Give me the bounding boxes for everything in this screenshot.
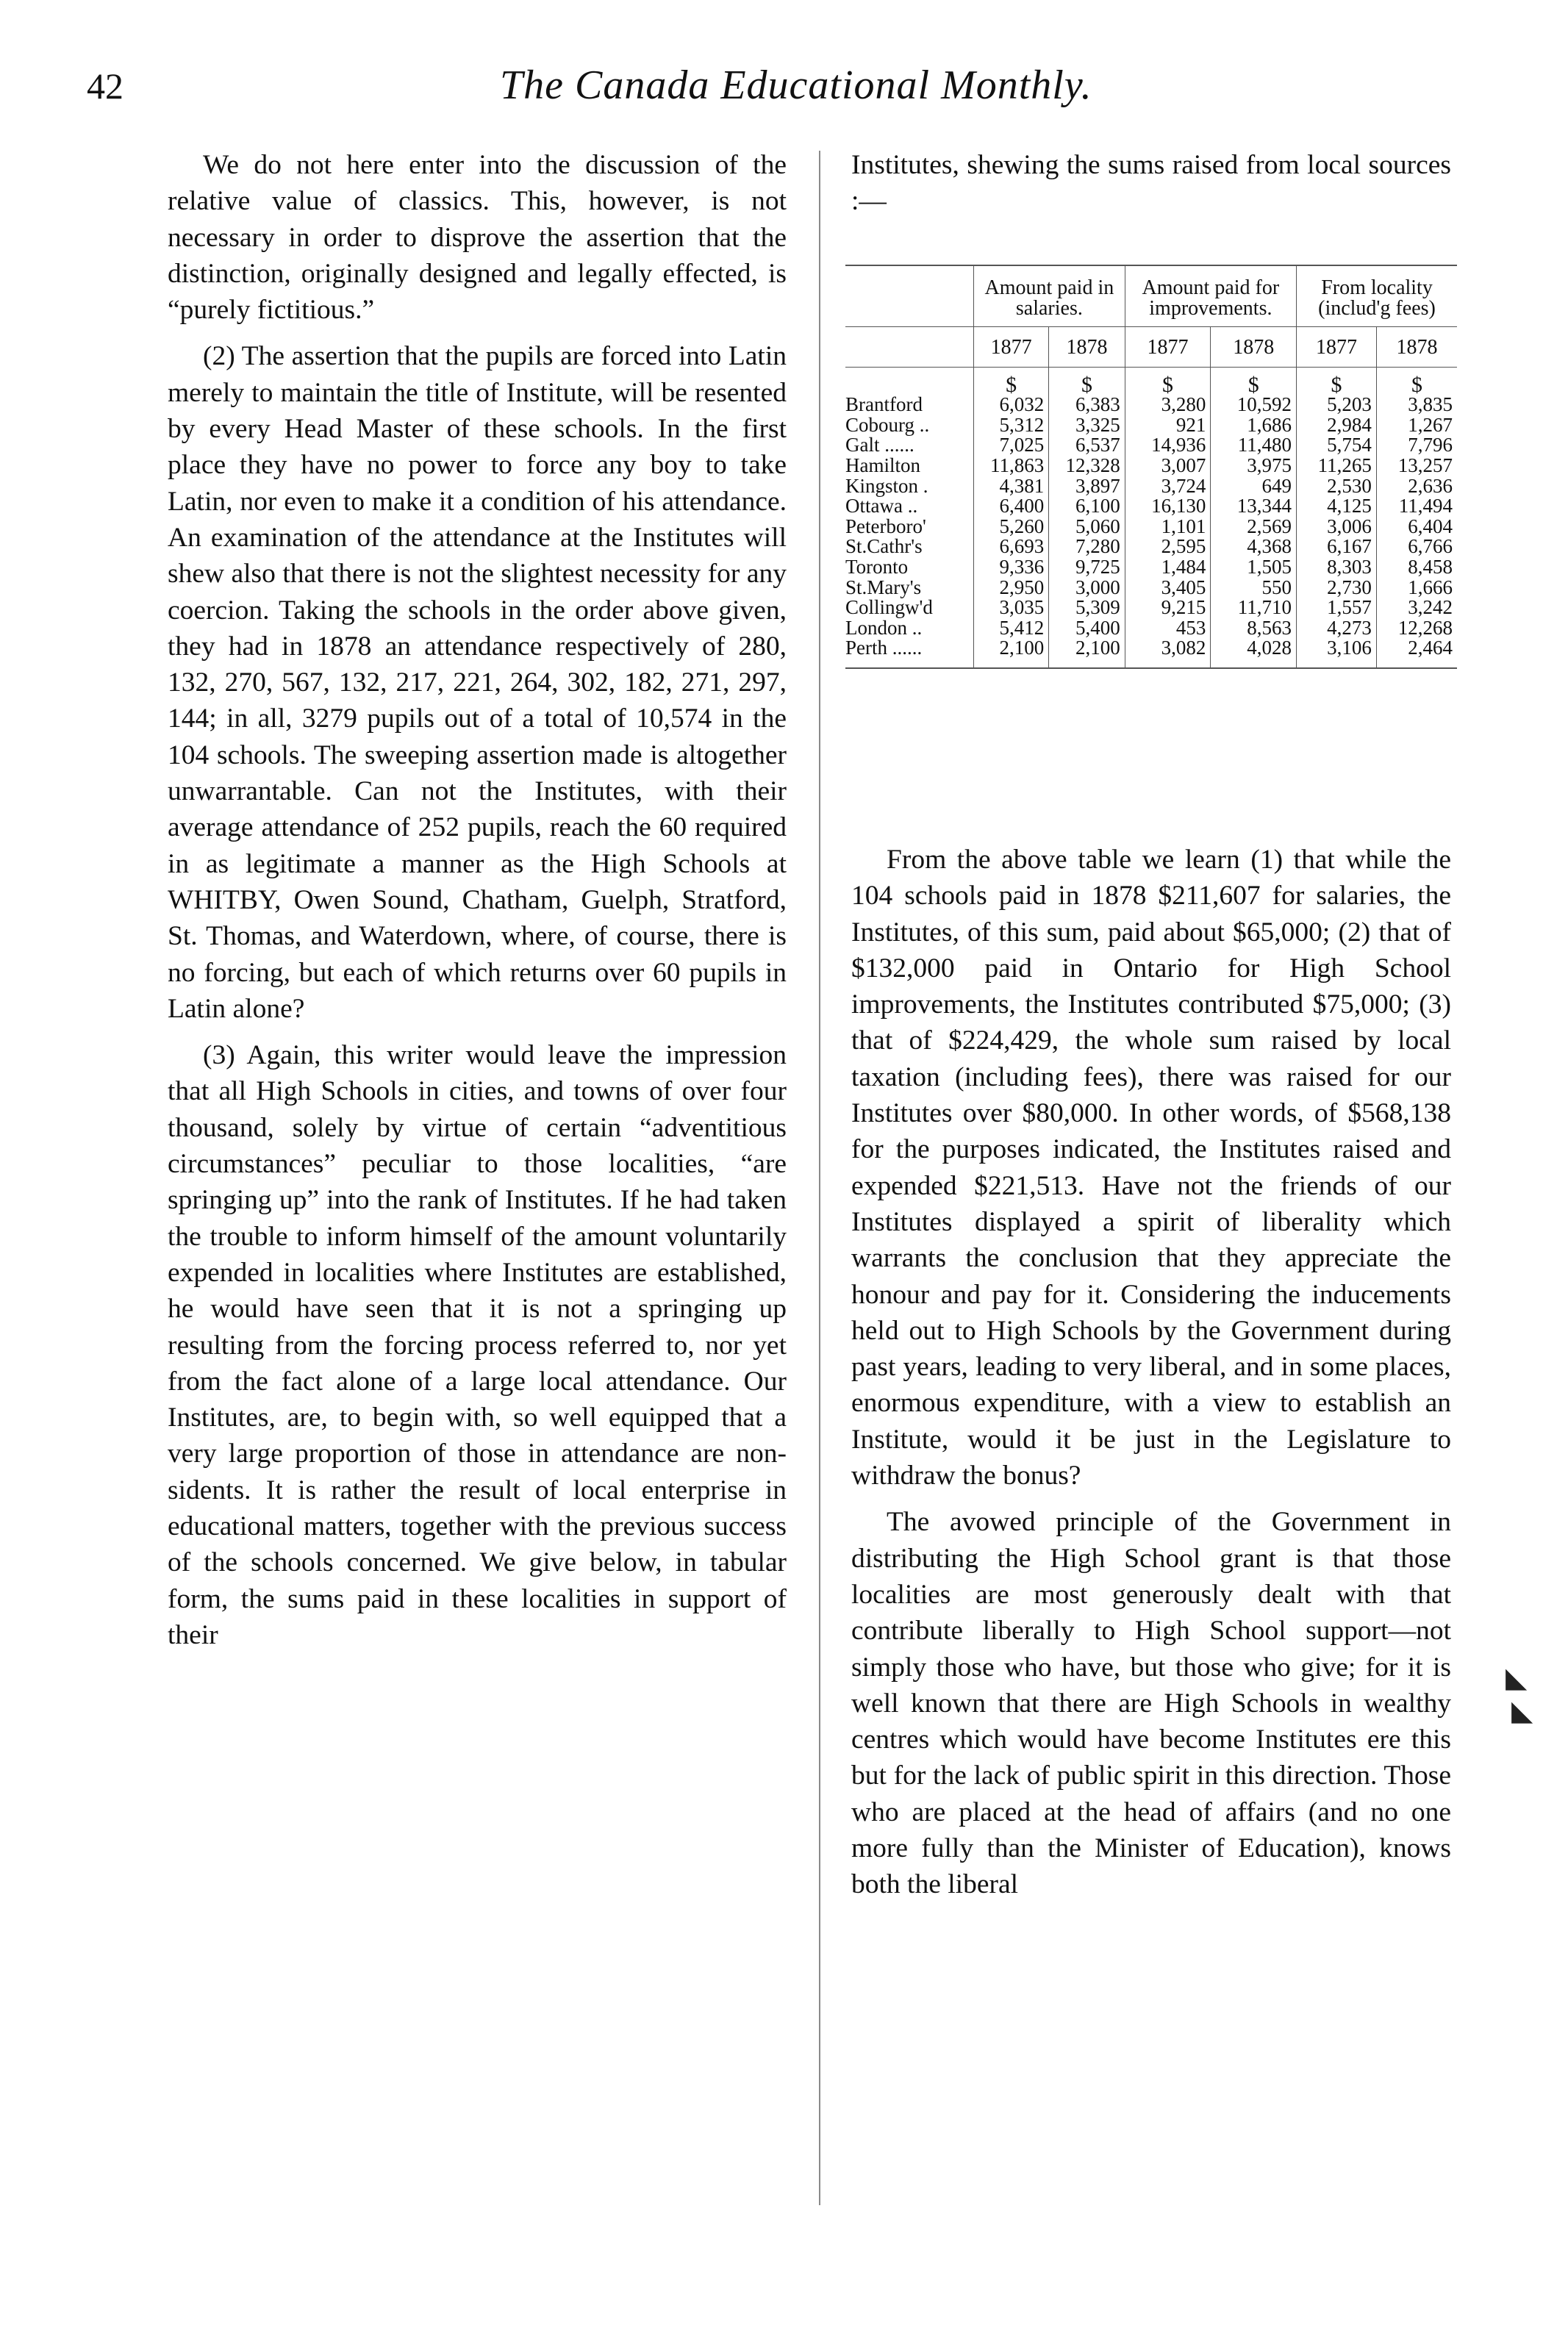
value-cell: 3,405 <box>1125 578 1211 598</box>
value-cell: 3,035 <box>974 598 1049 618</box>
value-cell: 6,404 <box>1376 517 1457 537</box>
value-cell: 7,796 <box>1376 435 1457 456</box>
value-cell: 12,268 <box>1376 618 1457 639</box>
value-cell: 11,480 <box>1211 435 1297 456</box>
currency-row <box>845 367 1457 395</box>
table-row <box>845 578 1457 598</box>
value-cell: 1,267 <box>1376 415 1457 436</box>
value-cell: 550 <box>1211 578 1297 598</box>
table-row <box>845 638 1457 668</box>
value-cell: 6,537 <box>1049 435 1125 456</box>
value-cell: 7,025 <box>974 435 1049 456</box>
currency-symbol: $ <box>1211 367 1297 395</box>
value-cell: 6,766 <box>1376 537 1457 557</box>
value-cell: 5,203 <box>1297 395 1377 415</box>
table-row <box>845 537 1457 557</box>
town-cell: Hamilton <box>845 454 920 476</box>
value-cell: 8,303 <box>1297 557 1377 578</box>
town-cell: Kingston . <box>845 474 928 497</box>
currency-symbol: $ <box>1125 367 1211 395</box>
table-corner <box>845 327 974 368</box>
table-group-header-row <box>845 265 1457 327</box>
table-row <box>845 476 1457 497</box>
town-cell: St.Cathr's <box>845 535 923 558</box>
sums-table <box>845 265 1457 669</box>
right-column-intro <box>851 147 1451 220</box>
paragraph: (2) The assertion that the pupils are forced into Latin merely to maintain the title of Institute, will be resented by every Head Master of these schools. In the first place they have no power to force any boy to take Latin, nor even to make it a condition of his attendance. An examination of the attendance at the Institutes will shew also that there is not the slightest necessity for any coercion. Taking the schools in the order above given, they had in 1878 an attendance respectively of 280, 132, 270, 567, 132, 217, 221, 264, 302, 182, 271, 297, 144; in all, 3279 pupils out of a total of 10,574 in the 104 schools. The sweeping assertion made is altogether unwarrantable. Can not the Institutes, with their average attendance of 252 pupils, reach the 60 required in as legitimate a manner as the High Schools at WHITBY, Owen Sound, Chatham, Guelph, Stratford, St. Thomas, and Waterdown, where, of course, there is no forcing, but each of which returns over 60 pupils in Latin alone? <box>168 341 787 1024</box>
value-cell: 3,007 <box>1125 456 1211 476</box>
value-cell: 453 <box>1125 618 1211 639</box>
value-cell: 6,383 <box>1049 395 1125 415</box>
town-cell: Cobourg .. <box>845 413 930 436</box>
town-cell: Galt ...... <box>845 434 914 456</box>
table-corner <box>845 367 974 395</box>
paragraph: The avowed principle of the Government in distributing the High School grant is that those localities are most generously dealt with that contribute liberally to High School support—not simply those who have, but those who give; for it is well known that there are High Schools in wealthy centres which would have become Institutes ere this but for the lack of public spirit in this direction. Those who are placed at the head of affairs (and no one more fully than the Minister of Education), knows both the liberal <box>851 1507 1451 1900</box>
town-cell: London .. <box>845 616 923 639</box>
value-cell: 3,897 <box>1049 476 1125 497</box>
value-cell: 3,106 <box>1297 638 1377 668</box>
town-cell: Ottawa .. <box>845 495 918 517</box>
value-cell: 8,563 <box>1211 618 1297 639</box>
margin-mark: ◣ <box>1506 1663 1528 1694</box>
value-cell: 5,754 <box>1297 435 1377 456</box>
value-cell: 3,242 <box>1376 598 1457 618</box>
column-group-header: Amount paid in salaries. <box>974 265 1125 327</box>
value-cell: 12,328 <box>1049 456 1125 476</box>
running-title: The Canada Educational Monthly. <box>500 62 1092 108</box>
value-cell: 3,000 <box>1049 578 1125 598</box>
value-cell: 5,060 <box>1049 517 1125 537</box>
year-header: 1877 <box>974 327 1049 368</box>
value-cell: 9,336 <box>974 557 1049 578</box>
table-row <box>845 557 1457 578</box>
value-cell: 4,381 <box>974 476 1049 497</box>
value-cell: 3,724 <box>1125 476 1211 497</box>
value-cell: 10,592 <box>1211 395 1297 415</box>
column-group-header: From locality (includ'g fees) <box>1297 265 1457 327</box>
value-cell: 11,710 <box>1211 598 1297 618</box>
value-cell: 2,950 <box>974 578 1049 598</box>
value-cell: 5,309 <box>1049 598 1125 618</box>
table-row <box>845 415 1457 436</box>
value-cell: 2,100 <box>1049 638 1125 668</box>
paragraph: From the above table we learn (1) that while the 104 schools paid in 1878 $211,607 for salaries, the Institutes, of this sum, paid about $65,000; (2) that of $132,000 paid in Ontario for High School improvements, the Institutes contributed $75,000; (3) that of $224,429, the whole sum raised by local taxation (including fees), there was raised for our Institutes over $80,000. In other words, of $568,138 for the purposes indicated, the Institutes raised and expended $221,513. Have not the friends of our Institutes displayed a spirit of liberality which warrants the conclusion that they appreciate the honour and pay for it. Considering the inducements held out to High Schools by the Government during past years, leading to very liberal, and in some places, enormous expenditure, with a view to establish an Institute, would it be just in the Legislature to withdraw the bonus? <box>851 845 1451 1491</box>
sums-table-wrap <box>845 265 1457 669</box>
value-cell: 6,167 <box>1297 537 1377 557</box>
table-row <box>845 456 1457 476</box>
value-cell: 16,130 <box>1125 496 1211 517</box>
table-row <box>845 517 1457 537</box>
value-cell: 14,936 <box>1125 435 1211 456</box>
paragraph: We do not here enter into the discussion of the relative value of classics. This, however, is not necessary in order to disprove the assertion that the distinction, originally designed and legally effected, is “purely fictitious.” <box>168 150 787 326</box>
table-row <box>845 598 1457 618</box>
column-group-header: Amount paid for improvements. <box>1125 265 1296 327</box>
margin-mark: ◣ <box>1511 1696 1533 1727</box>
value-cell: 11,863 <box>974 456 1049 476</box>
page-number: 42 <box>87 65 123 107</box>
value-cell: 2,569 <box>1211 517 1297 537</box>
table-corner <box>845 265 974 327</box>
value-cell: 4,125 <box>1297 496 1377 517</box>
value-cell: 1,484 <box>1125 557 1211 578</box>
town-cell: Peterboro' <box>845 515 926 537</box>
table-row <box>845 395 1457 415</box>
value-cell: 9,725 <box>1049 557 1125 578</box>
value-cell: 4,368 <box>1211 537 1297 557</box>
value-cell: 13,257 <box>1376 456 1457 476</box>
table-row <box>845 435 1457 456</box>
table-row <box>845 496 1457 517</box>
year-header: 1877 <box>1125 327 1211 368</box>
value-cell: 5,312 <box>974 415 1049 436</box>
year-header: 1878 <box>1211 327 1297 368</box>
value-cell: 9,215 <box>1125 598 1211 618</box>
value-cell: 1,101 <box>1125 517 1211 537</box>
value-cell: 3,975 <box>1211 456 1297 476</box>
value-cell: 2,530 <box>1297 476 1377 497</box>
value-cell: 5,412 <box>974 618 1049 639</box>
currency-symbol: $ <box>974 367 1049 395</box>
value-cell: 3,835 <box>1376 395 1457 415</box>
value-cell: 11,494 <box>1376 496 1457 517</box>
value-cell: 4,273 <box>1297 618 1377 639</box>
town-cell: Toronto <box>845 555 909 578</box>
value-cell: 4,028 <box>1211 638 1297 668</box>
value-cell: 7,280 <box>1049 537 1125 557</box>
table-row <box>845 618 1457 639</box>
right-column-body <box>851 842 1451 1903</box>
year-header: 1878 <box>1049 327 1125 368</box>
value-cell: 13,344 <box>1211 496 1297 517</box>
value-cell: 1,557 <box>1297 598 1377 618</box>
town-cell: Perth ...... <box>845 638 974 668</box>
value-cell: 2,730 <box>1297 578 1377 598</box>
town-cell: Collingw'd <box>845 596 933 619</box>
column-divider <box>819 151 820 2205</box>
currency-symbol: $ <box>1049 367 1125 395</box>
value-cell: 6,400 <box>974 496 1049 517</box>
year-header: 1877 <box>1297 327 1377 368</box>
value-cell: 6,100 <box>1049 496 1125 517</box>
value-cell: 3,325 <box>1049 415 1125 436</box>
value-cell: 2,636 <box>1376 476 1457 497</box>
value-cell: 11,265 <box>1297 456 1377 476</box>
value-cell: 3,280 <box>1125 395 1211 415</box>
town-cell: St.Mary's <box>845 576 922 598</box>
value-cell: 3,006 <box>1297 517 1377 537</box>
currency-symbol: $ <box>1297 367 1377 395</box>
value-cell: 6,032 <box>974 395 1049 415</box>
value-cell: 2,100 <box>974 638 1049 668</box>
value-cell: 5,400 <box>1049 618 1125 639</box>
value-cell: 921 <box>1125 415 1211 436</box>
year-header: 1878 <box>1376 327 1457 368</box>
value-cell: 2,984 <box>1297 415 1377 436</box>
currency-symbol: $ <box>1376 367 1457 395</box>
left-column <box>168 147 787 1653</box>
paragraph: (3) Again, this writer would leave the impression that all High Schools in cities, and towns of over four thousand, solely by virtue of certain “adventitious circumstances” peculiar to those localities, “are springing up” into the rank of Institutes. If he had taken the trouble to inform himself of the amount voluntarily expended in localities where Institutes are established, he would have seen that it is not a springing up resulting from the forcing process referred to, nor yet from the fact alone of a large local attendance. Our Institutes, are, to begin with, so well equipped that a very large proportion of those in attendance are non-sidents. It is rather the result of local enterprise in educational matters, together with the previous success of the schools concerned. We give below, in tabular form, the sums paid in these localities in support of their <box>168 1040 787 1650</box>
value-cell: 649 <box>1211 476 1297 497</box>
town-cell: Brantford <box>845 393 923 416</box>
value-cell: 1,666 <box>1376 578 1457 598</box>
value-cell: 1,686 <box>1211 415 1297 436</box>
table-year-row <box>845 327 1457 368</box>
value-cell: 8,458 <box>1376 557 1457 578</box>
value-cell: 2,595 <box>1125 537 1211 557</box>
value-cell: 6,693 <box>974 537 1049 557</box>
table-body <box>845 367 1457 668</box>
value-cell: 1,505 <box>1211 557 1297 578</box>
value-cell: 5,260 <box>974 517 1049 537</box>
paragraph: Institutes, shewing the sums raised from local sources :— <box>851 150 1451 217</box>
value-cell: 3,082 <box>1125 638 1211 668</box>
value-cell: 2,464 <box>1376 638 1457 668</box>
